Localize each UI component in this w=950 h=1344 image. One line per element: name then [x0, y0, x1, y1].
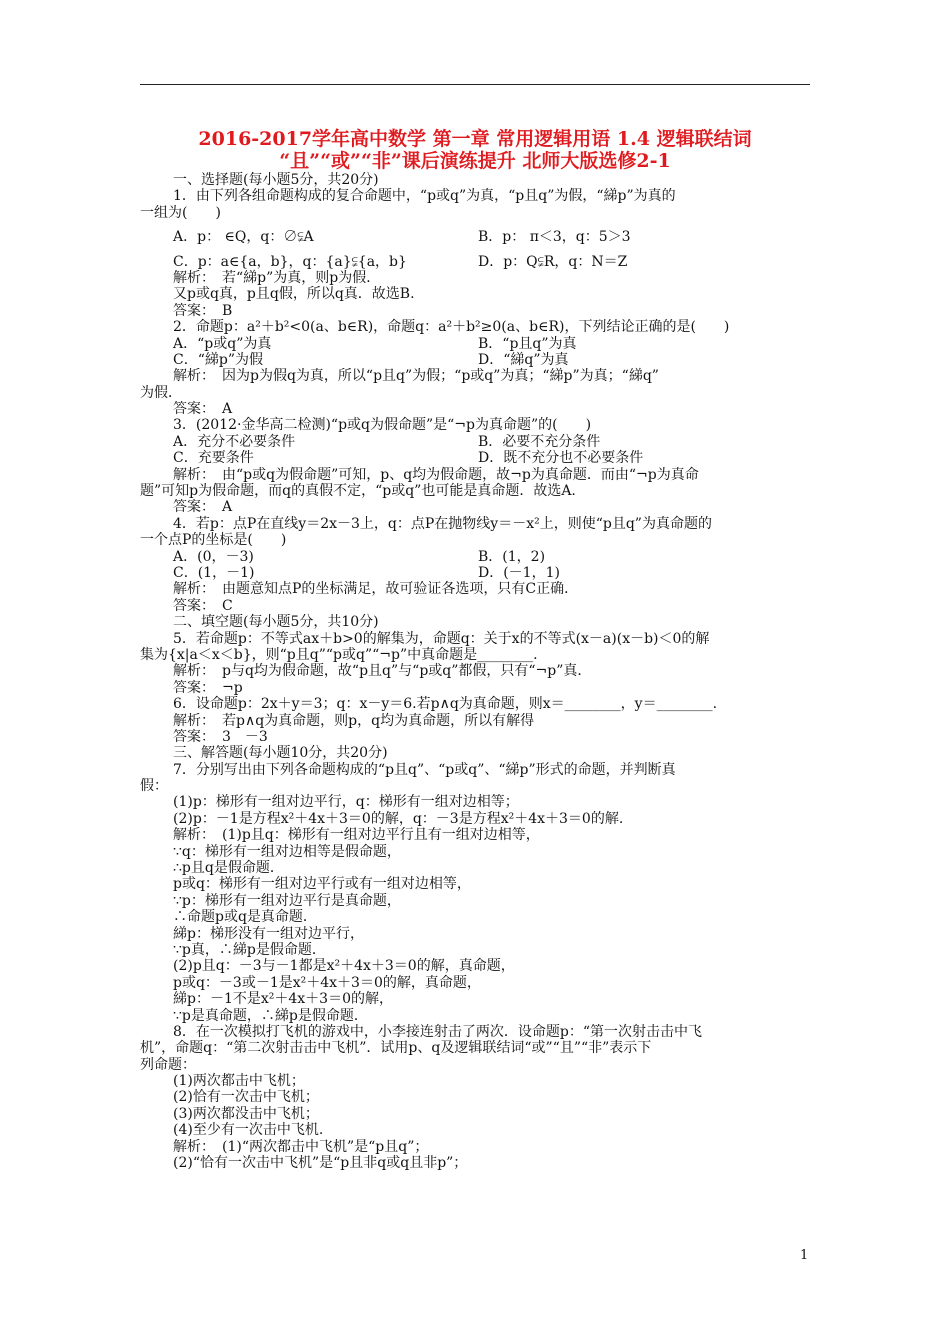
option-left: A．“p或q”为真 [173, 335, 272, 352]
text-line: (2)p且q：－3与－1都是x²＋4x＋3＝0的解，真命题， [173, 958, 515, 975]
text-line: (4)至少有一次击中飞机. [173, 1122, 324, 1139]
text-line: p或q：－3或－1是x²＋4x＋3＝0的解，真命题， [173, 974, 481, 991]
option-right: B．“p且q”为真 [478, 335, 577, 352]
text-line: 2．命题p：a²＋b²<0(a、b∈R)，命题q：a²＋b²≥0(a、b∈R)，下列结论正确的是( ) [173, 319, 730, 336]
text-line: 解析： (1)“两次都击中飞机”是“p且q”； [173, 1138, 429, 1155]
text-line: 集为{x|a＜x＜b}，则“p且q”“p或q”“¬p”中真命题是________. [140, 646, 538, 663]
option-right: B．p： π＜3，q：5＞3 [478, 229, 631, 246]
option-row [140, 352, 812, 368]
line-spacer [140, 221, 812, 229]
option-right: B．(1，2) [478, 548, 546, 565]
header-rule [140, 84, 810, 85]
text-line: 一个点P的坐标是( ) [140, 532, 287, 549]
text-line: 解析： 因为p为假q为真，所以“p且q”为假；“p或q”为真；“綈p”为真；“綈q” [173, 368, 659, 385]
text-line: 綈p：－1不是x²＋4x＋3＝0的解， [173, 991, 393, 1008]
option-left: C．(1，－1) [173, 564, 255, 581]
text-line: 答案： 3 －3 [173, 728, 268, 745]
text-line: p或q：梯形有一组对边平行或有一组对边相等， [173, 876, 471, 893]
text-line: ∵p真，∴綈p是假命题． [173, 941, 326, 958]
text-line: 假： [140, 778, 168, 795]
option-left: A．充分不必要条件 [173, 433, 296, 450]
option-row [140, 549, 812, 565]
option-row [140, 336, 812, 352]
text-line: (1)两次都击中飞机； [173, 1073, 305, 1090]
text-line: 1．由下列各组命题构成的复合命题中，“p或q”为真，“p且q”为假，“綈p”为真的 [173, 188, 676, 205]
option-right: D．(－1，1) [478, 564, 560, 581]
text-line: 解析： (1)p且q：梯形有一组对边平行且有一组对边相等， [173, 827, 540, 844]
text-line: (2)恰有一次击中飞机； [173, 1089, 319, 1106]
document-title-line2: “且”“或”“非”课后演练提升 北师大版选修2-1 [279, 150, 671, 172]
line-spacer [140, 246, 812, 254]
text-line: (3)两次都没击中飞机； [173, 1105, 319, 1122]
option-row [140, 450, 812, 466]
text-line: 7．分别写出由下列各命题构成的“p且q”、“p或q”、“綈p”形式的命题，并判断真 [173, 761, 676, 778]
text-line: ∴命题p或q是真命题． [173, 909, 317, 926]
option-right: D．既不充分也不必要条件 [478, 450, 644, 467]
option-right: B．必要不充分条件 [478, 433, 601, 450]
text-line: (2)p：－1是方程x²＋4x＋3＝0的解，q：－3是方程x²＋4x＋3＝0的解. [173, 810, 624, 827]
text-line: 6．设命题p：2x＋y＝3；q：x－y＝6.若p∧q为真命题，则x＝________，y＝________. [173, 696, 718, 713]
text-line: (1)p：梯形有一组对边平行，q：梯形有一组对边相等； [173, 794, 519, 811]
text-line: ∵p：梯形有一组对边平行是真命题， [173, 892, 401, 909]
text-line: (2)“恰有一次击中飞机”是“p且非q或q且非p”； [173, 1155, 468, 1172]
text-line: ∴p且q是假命题． [173, 860, 284, 877]
text-line: 答案： A [173, 401, 233, 418]
text-line: 解析： p与q均为假命题，故“p且q”与“p或q”都假，只有“¬p”真． [173, 663, 592, 680]
text-line: 二、填空题(每小题5分，共10分) [173, 614, 379, 631]
text-line: 解析： 若“綈p”为真，则p为假． [173, 269, 381, 286]
option-left: C．充要条件 [173, 450, 254, 467]
option-row [140, 434, 812, 450]
option-row [140, 229, 812, 245]
text-line: 綈p：梯形没有一组对边平行， [173, 925, 364, 942]
text-line: 列命题： [140, 1056, 196, 1073]
text-line: 3．(2012·金华高二检测)“p或q为假命题”是“¬p为真命题”的( ) [173, 417, 592, 434]
text-line: 4．若p：点P在直线y＝2x－3上，q：点P在抛物线y＝－x²上，则使“p且q”为真命题的 [173, 515, 712, 532]
text-line: 三、解答题(每小题10分，共20分) [173, 745, 388, 762]
option-left: A．(0，－3) [173, 548, 254, 565]
text-line: ∵q：梯形有一组对边相等是假命题， [173, 843, 401, 860]
option-row [140, 254, 812, 270]
page-number: 1 [800, 1248, 809, 1263]
text-line: 答案： B [173, 302, 233, 319]
option-left: C．“綈p”为假 [173, 351, 263, 368]
document-title-line1: 2016-2017学年高中数学 第一章 常用逻辑用语 1.4 逻辑联结词 [198, 128, 752, 150]
option-left: C．p：a∈{a，b}，q：{a}⫋{a，b} [173, 253, 407, 270]
option-row [140, 565, 812, 581]
document-body [140, 172, 812, 1171]
text-line: 答案： A [173, 499, 233, 516]
text-line: 机”，命题q：“第二次射击击中飞机”．试用p、q及逻辑联结词“或”“且”“非”表示下 [140, 1040, 652, 1057]
text-line: 题”可知p为假命题，而q的真假不定，“p或q”也可能是真命题．故选A. [140, 483, 576, 500]
text-line: 答案： ¬p [173, 679, 243, 696]
text-line: 解析： 由题意知点P的坐标满足，故可验证各选项，只有C正确． [173, 581, 579, 598]
text-line: 解析： 由“p或q为假命题”可知，p、q均为假命题，故¬p为真命题．而由“¬p为真命 [173, 466, 699, 483]
option-right: D．p：Q⫋R，q：N＝Z [478, 253, 628, 270]
text-line: 为假． [140, 384, 182, 401]
option-right: D．“綈q”为真 [478, 351, 569, 368]
text-line: 8．在一次模拟打飞机的游戏中，小李接连射击了两次．设命题p：“第一次射击击中飞 [173, 1023, 703, 1040]
text-line: 一组为( ) [140, 204, 221, 221]
text-line: 答案： C [173, 597, 233, 614]
text-line: 5．若命题p：不等式ax＋b>0的解集为，命题q：关于x的不等式(x－a)(x－b)＜0的解 [173, 630, 710, 647]
text-line: 又p或q真，p且q假，所以q真．故选B. [173, 286, 415, 303]
option-left: A．p： ∈Q，q：∅⫋A [173, 229, 314, 246]
text-line: ∵p是真命题，∴綈p是假命题． [173, 1007, 368, 1024]
text-line: 解析： 若p∧q为真命题，则p，q均为真命题，所以有解得 [173, 712, 535, 729]
text-line: 一、选择题(每小题5分，共20分) [173, 172, 379, 188]
